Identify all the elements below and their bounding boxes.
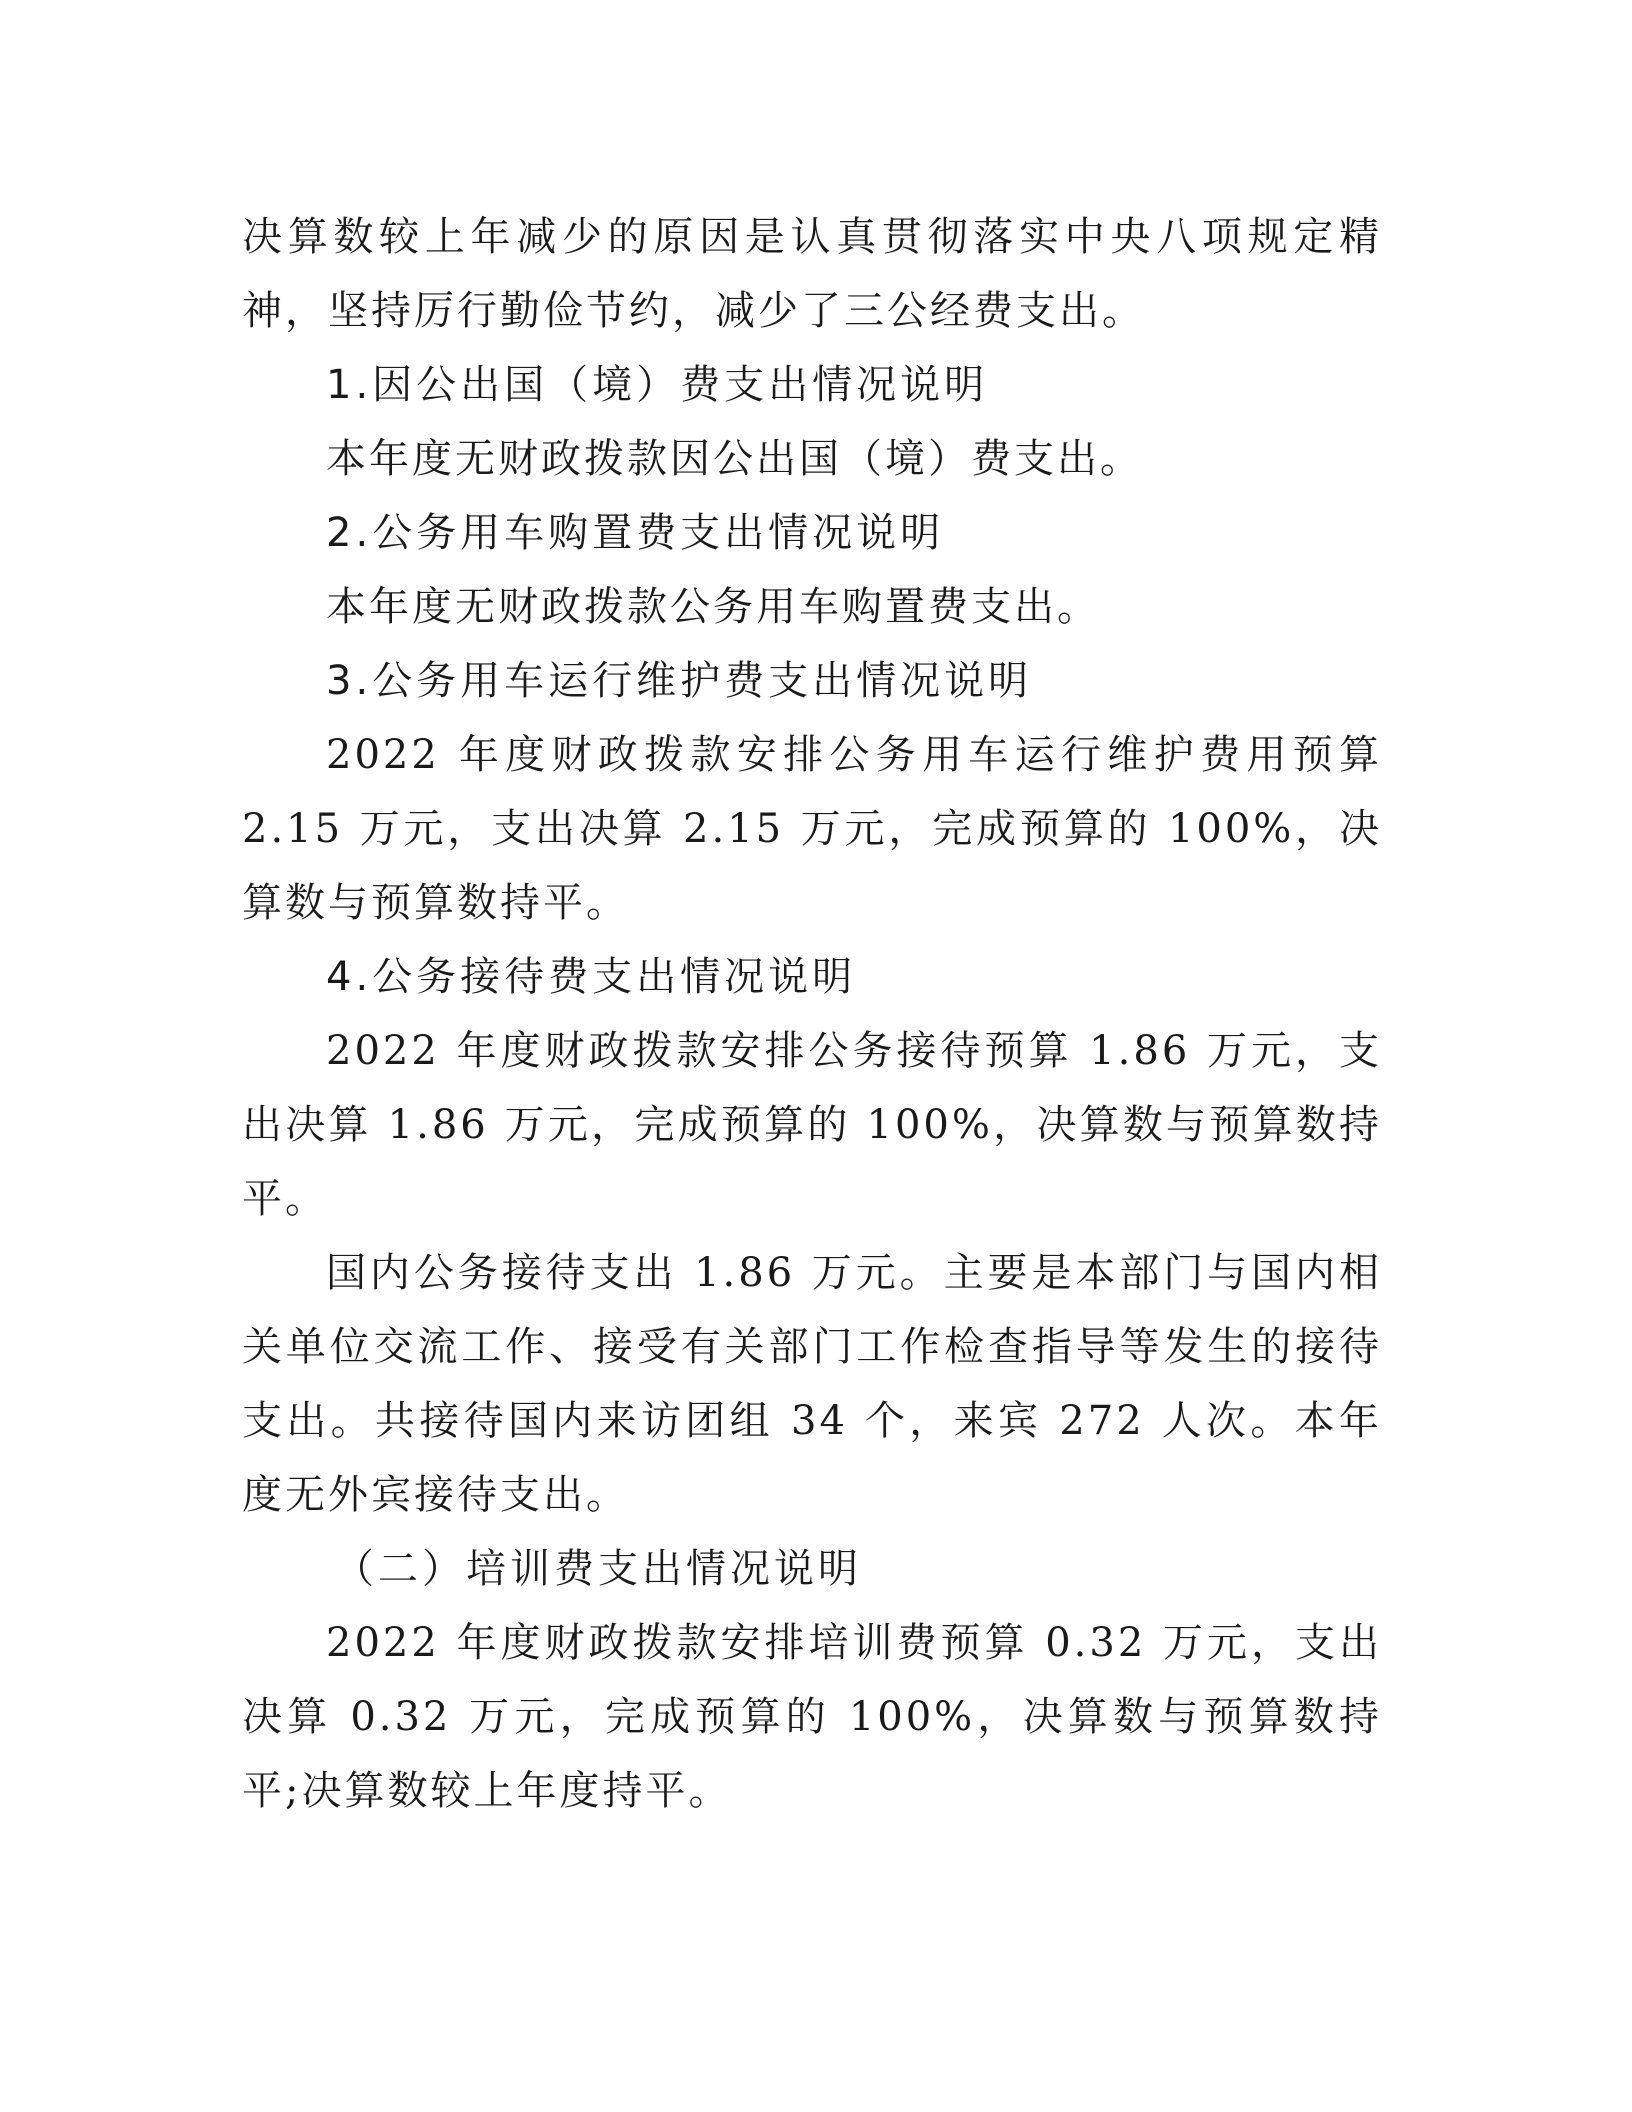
paragraph-reduction-reason: 决算数较上年减少的原因是认真贯彻落实中央八项规定精神，坚持厉行勤俭节约，减少了三公经费支出。 (242, 214, 1382, 334)
heading-vehicle-purchase: 2.公务用车购置费支出情况说明 (326, 510, 945, 556)
heading-vehicle-maintenance: 3.公务用车运行维护费支出情况说明 (326, 658, 1033, 704)
paragraph-official-reception: 2022 年度财政拨款安排公务接待预算 1.86 万元，支出决算 1.86 万元，完成预算的 100%，决算数与预算数持平。 (242, 1028, 1382, 1222)
heading-training: （二）培训费支出情况说明 (334, 1546, 862, 1592)
paragraph-vehicle-purchase: 本年度无财政拨款公务用车购置费支出。 (326, 584, 1100, 630)
document-page (242, 200, 1382, 1828)
paragraph-overseas-travel: 本年度无财政拨款因公出国（境）费支出。 (326, 436, 1143, 482)
paragraph-vehicle-maintenance: 2022 年度财政拨款安排公务用车运行维护费用预算 2.15 万元，支出决算 2.15 万元，完成预算的 100%，决算数与预算数持平。 (242, 732, 1382, 926)
paragraph-domestic-reception: 国内公务接待支出 1.86 万元。主要是本部门与国内相关单位交流工作、接受有关部门工作检查指导等发生的接待支出。共接待国内来访团组 34 个，来宾 272 人次。本年度无外宾接待支出。 (242, 1250, 1382, 1518)
paragraph-training: 2022 年度财政拨款安排培训费预算 0.32 万元，支出决算 0.32 万元，完成预算的 100%，决算数与预算数持平;决算数较上年度持平。 (242, 1620, 1382, 1814)
heading-official-reception: 4.公务接待费支出情况说明 (326, 954, 857, 1000)
heading-overseas-travel: 1.因公出国（境）费支出情况说明 (326, 362, 989, 408)
